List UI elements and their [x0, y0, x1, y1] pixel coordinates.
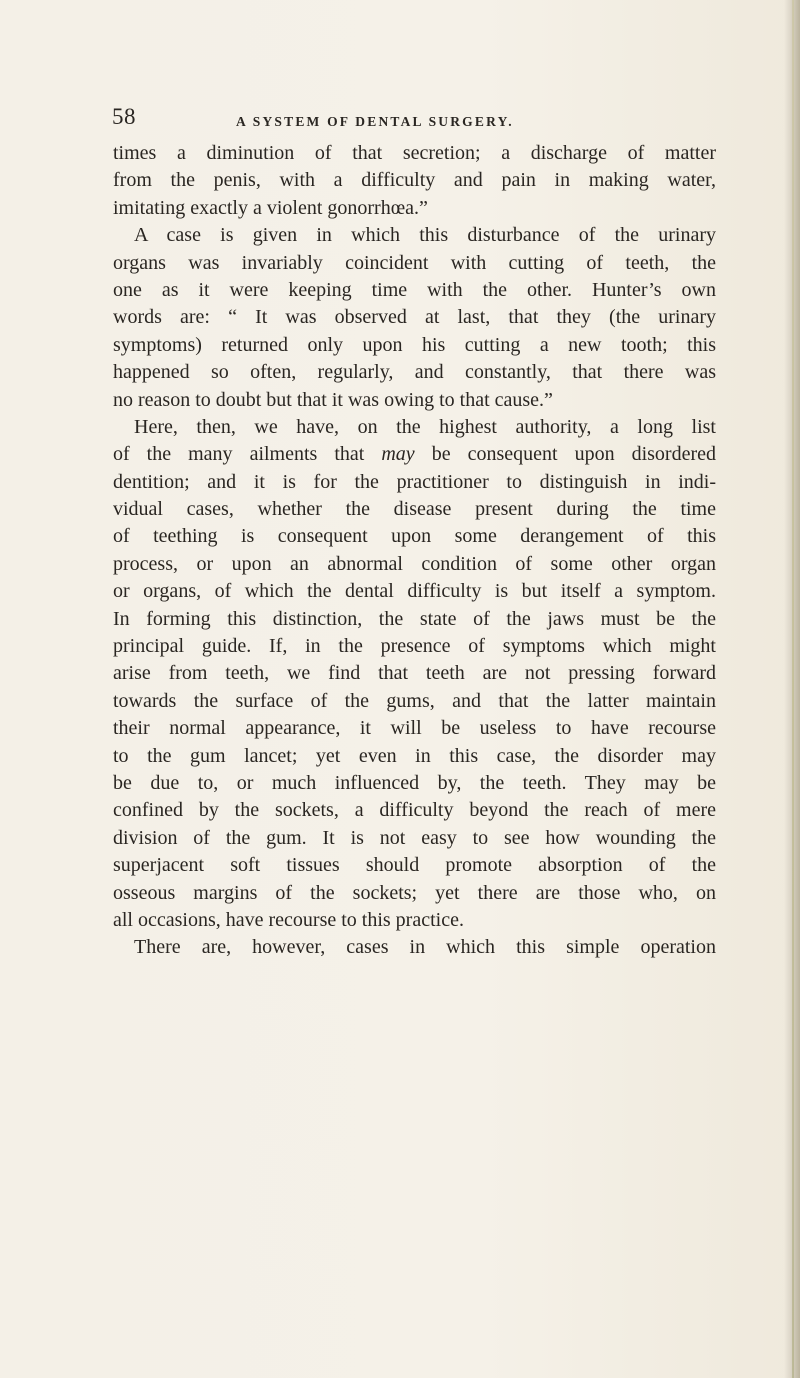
text-line: principal guide. If, in the presence of symptoms which might [113, 635, 716, 658]
text-line: division of the gum. It is not easy to see how wounding the [113, 826, 716, 849]
page-number: 58 [112, 104, 136, 129]
text-line: from the penis, with a difficulty and pain in making water, [113, 169, 716, 192]
text-line: In forming this distinction, the state of the jaws must be the [113, 607, 716, 630]
text-line: imitating exactly a violent gonorrhœa.” [113, 196, 428, 219]
text-line: their normal appearance, it will be useless to have recourse [113, 717, 716, 740]
text-line: osseous margins of the sockets; yet there are those who, on [113, 881, 716, 904]
italic-word: may [381, 443, 415, 466]
text-line: no reason to doubt but that it was owing to that cause.” [113, 388, 553, 411]
body-text [113, 140, 716, 962]
paragraph-start-line: A case is given in which this disturbance of the urinary [134, 224, 716, 247]
text-line: confined by the sockets, a difficulty beyond the reach of mere [113, 799, 716, 822]
text-line: one as it were keeping time with the other. Hunter’s own [113, 278, 716, 301]
page-header [0, 104, 800, 134]
text-line: all occasions, have recourse to this practice. [113, 908, 464, 931]
text-line: dentition; and it is for the practitioner to distinguish in indi- [113, 470, 716, 493]
text-line: to the gum lancet; yet even in this case, the disorder may [113, 744, 716, 767]
text-line: of teething is consequent upon some derangement of this [113, 525, 716, 548]
text-line: happened so often, regularly, and constantly, that there was [113, 361, 716, 384]
paragraph-start-line: There are, however, cases in which this simple operation [134, 936, 716, 959]
text-line: times a diminution of that secretion; a discharge of matter [113, 142, 716, 164]
line-lead: of the many ailments that [113, 443, 382, 466]
text-line: towards the surface of the gums, and that the latter maintain [113, 689, 716, 712]
paragraph-start-line: Here, then, we have, on the highest authority, a long list [134, 415, 716, 438]
text-line: or organs, of which the dental difficulty is but itself a symptom. [113, 580, 716, 603]
line-rest: be consequent upon disordered [414, 443, 717, 466]
text-line: vidual cases, whether the disease present during the time [113, 498, 716, 521]
text-line: organs was invariably coincident with cutting of teeth, the [113, 251, 716, 274]
page-edge-line [792, 0, 794, 1378]
text-line: symptoms) returned only upon his cutting a new tooth; this [113, 333, 716, 356]
text-line: words are: “ It was observed at last, that they (the urinary [113, 306, 716, 329]
text-line-with-italic [113, 441, 716, 468]
text-line: process, or upon an abnormal condition of some other organ [113, 552, 716, 575]
text-line: arise from teeth, we find that teeth are not pressing forward [113, 662, 716, 685]
running-head: A SYSTEM OF DENTAL SURGERY. [236, 114, 514, 129]
text-line: superjacent soft tissues should promote absorption of the [113, 854, 716, 877]
text-line: be due to, or much influenced by, the teeth. They may be [113, 771, 716, 794]
